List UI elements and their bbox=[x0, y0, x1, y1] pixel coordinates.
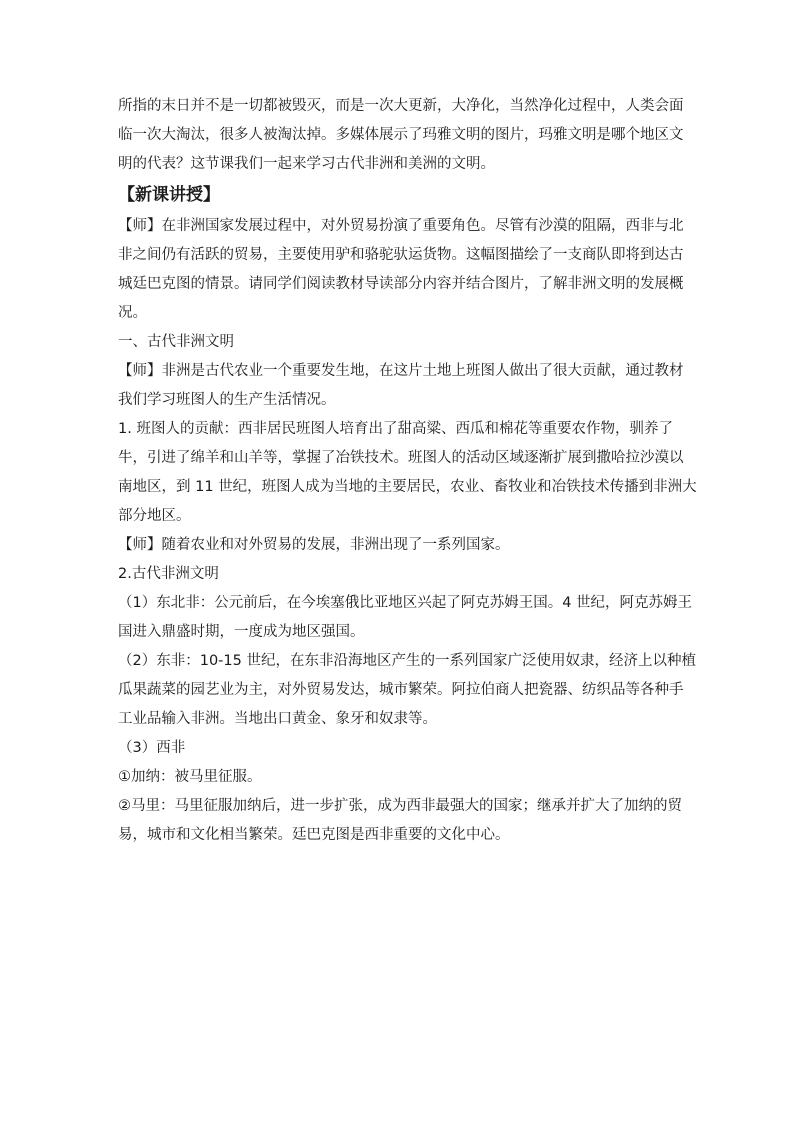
document-body bbox=[118, 92, 697, 850]
paragraph-line: 1. 班图人的贡献：西非居民班图人培育出了甜高粱、西瓜和棉花等重要农作物，驯养了 bbox=[118, 421, 673, 437]
paragraph-line: 况。 bbox=[118, 305, 147, 321]
paragraph-line: ①加纳：被马里征服。 bbox=[118, 769, 262, 785]
paragraph-line: 南地区，到 11 世纪，班图人成为当地的主要居民，农业、畜牧业和冶铁技术传播到非洲大 bbox=[118, 479, 697, 495]
paragraph-line: （1）东北非：公元前后，在今埃塞俄比亚地区兴起了阿克苏姆王国。4 世纪，阿克苏姆王 bbox=[118, 595, 693, 611]
paragraph-line: 部分地区。 bbox=[118, 508, 191, 524]
paragraph-line: 所指的末日并不是一切都被毁灭，而是一次大更新，大净化，当然净化过程中，人类会面 bbox=[118, 98, 684, 114]
paragraph-line: 我们学习班图人的生产生活情况。 bbox=[118, 392, 336, 408]
paragraph-line: 【师】随着农业和对外贸易的发展，非洲出现了一系列国家。 bbox=[118, 537, 510, 553]
paragraph-line: 国进入鼎盛时期，一度成为地区强国。 bbox=[118, 624, 365, 640]
section-heading: 【新课讲授】 bbox=[118, 185, 220, 205]
paragraph-line: 瓜果蔬菜的园艺业为主，对外贸易发达，城市繁荣。阿拉伯商人把瓷器、纺织品等各种手 bbox=[118, 682, 684, 698]
paragraph-line: 临一次大淘汰，很多人被淘汰掉。多媒体展示了玛雅文明的图片，玛雅文明是哪个地区文 bbox=[118, 127, 684, 143]
paragraph-line: 【师】在非洲国家发展过程中，对外贸易扮演了重要角色。尽管有沙漠的阻隔，西非与北 bbox=[118, 218, 684, 234]
paragraph-line: （2）东非：10-15 世纪，在东非沿海地区产生的一系列国家广泛使用奴隶，经济上以种植 bbox=[118, 653, 696, 669]
subsection-title: 一、古代非洲文明 bbox=[118, 334, 234, 350]
subsection-title: 2.古代非洲文明 bbox=[118, 566, 219, 582]
paragraph-line: 城廷巴克图的情景。请同学们阅读教材导读部分内容并结合图片，了解非洲文明的发展概 bbox=[118, 276, 684, 292]
paragraph-line: 工业品输入非洲。当地出口黄金、象牙和奴隶等。 bbox=[118, 711, 437, 727]
paragraph-line: 易，城市和文化相当繁荣。廷巴克图是西非重要的文化中心。 bbox=[118, 827, 510, 843]
paragraph-line: 非之间仍有活跃的贸易，主要使用驴和骆驼驮运货物。这幅图描绘了一支商队即将到达古 bbox=[118, 247, 684, 263]
paragraph-line: 牛，引进了绵羊和山羊等，掌握了冶铁技术。班图人的活动区域逐渐扩展到撒哈拉沙漠以 bbox=[118, 450, 684, 466]
paragraph-line: ②马里：马里征服加纳后，进一步扩张，成为西非最强大的国家；继承并扩大了加纳的贸 bbox=[118, 798, 682, 814]
paragraph-line: 明的代表？这节课我们一起来学习古代非洲和美洲的文明。 bbox=[118, 156, 495, 172]
paragraph-line: （3）西非 bbox=[118, 740, 186, 756]
paragraph-line: 【师】非洲是古代农业一个重要发生地，在这片土地上班图人做出了很大贡献，通过教材 bbox=[118, 363, 684, 379]
